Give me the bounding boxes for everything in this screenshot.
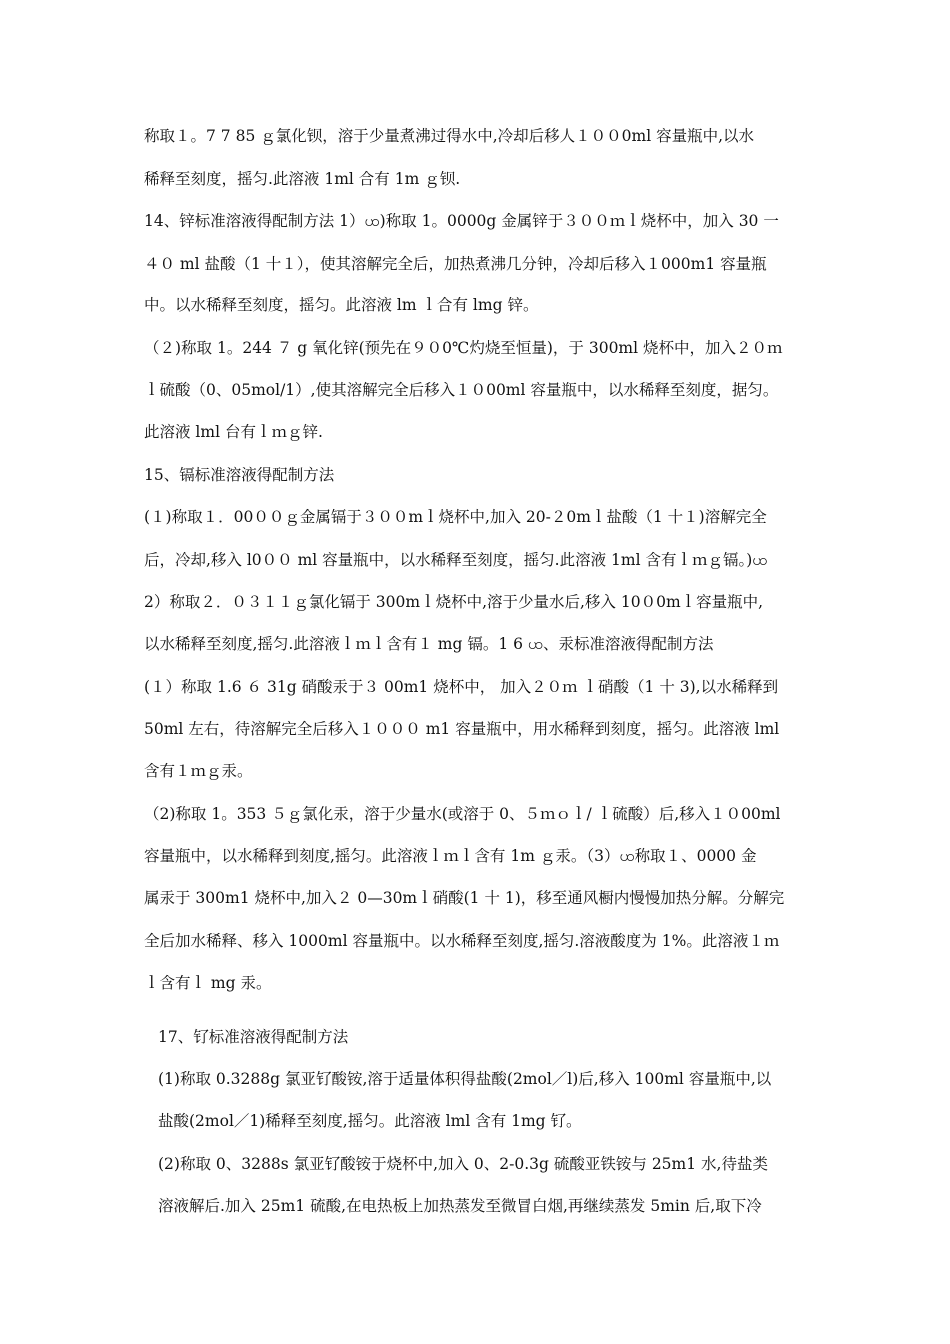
- text-line: ４０ ml 盐酸（1 十１），使其溶解完全后，加热煮沸几分钟，冷却后移入１000m1 容量瓶: [144, 255, 767, 273]
- section-heading: 15、镉标准溶液得配制方法: [144, 466, 335, 484]
- text-line: 容量瓶中，以水稀释到刻度,摇匀。此溶液ｌｍｌ含有 1m ｇ汞。（3）ꩤ称取１、0000 金: [144, 847, 757, 865]
- text-line: 此溶液 lml 台有ｌｍｇ锌.: [144, 423, 323, 441]
- text-line: 后，冷却,移入 l0００ ml 容量瓶中，以水稀释至刻度，摇匀.此溶液 1ml 含有ｌｍｇ镉。)ꩤ: [144, 551, 768, 569]
- text-line: (2)称取 0、3288s 氯亚钌酸铵于烧杯中,加入 0、2-0.3g 硫酸亚铁铵与 25m1 水,待盐类: [158, 1155, 768, 1173]
- text-line: 全后加水稀释、移入 1000ml 容量瓶中。以水稀释至刻度,摇匀.溶液酸度为 1%。此溶液１ｍ: [144, 932, 780, 950]
- text-line: 2）称取２．０３１１ｇ氯化镉于 300mｌ烧杯中,溶于少量水后,移入 10０0mｌ容量瓶中,: [144, 593, 764, 611]
- text-line: (1)称取 0.3288g 氯亚钌酸铵,溶于适量体积得盐酸(2mol／l)后,移入 100ml 容量瓶中,以: [158, 1070, 772, 1088]
- text-line: (１)称取１．00００ｇ金属镉于３００mｌ烧杯中,加入 20-２0mｌ盐酸（1 十１)溶解完全: [144, 508, 767, 526]
- text-line: 中。以水稀释至刻度，摇匀。此溶液 lm ｌ合有 lmg 锌。: [144, 296, 539, 314]
- section-heading: 17、钌标准溶液得配制方法: [158, 1028, 349, 1046]
- text-line: 属汞于 300m1 烧杯中,加入２ 0—30mｌ硝酸(1 十 1)，移至通风橱内慢慢加热分解。分解完: [144, 889, 785, 907]
- text-line: (１）称取 1.6 ６ 31g 硝酸汞于３ 00m1 烧杯中， 加入２０ｍ ｌ硝酸（1 十 3),以水稀释到: [144, 678, 779, 696]
- text-line: （２)称取 1。244 ７ g 氧化锌(预先在９０0℃灼烧至恒量)，于 300ml 烧杯中，加入２０ｍ: [144, 339, 783, 357]
- text-line: （2)称取 1。353 ５ｇ氯化汞，溶于少量水(或溶于 0、５ｍｏｌ/ ｌ硫酸）后,移入１０00ml: [144, 805, 781, 823]
- text-line: 含有１ｍｇ汞。: [144, 762, 253, 780]
- text-line: ｌ硫酸（0、05mol/1）,使其溶解完全后移入１０00ml 容量瓶中，以水稀释至刻度，据匀。: [144, 381, 779, 399]
- text-line: 溶液解后.加入 25m1 硫酸,在电热板上加热蒸发至微冒白烟,再继续蒸发 5min 后,取下冷: [158, 1197, 762, 1215]
- text-line: 盐酸(2mol／1)稀释至刻度,摇匀。此溶液 lml 含有 1mg 钌。: [158, 1112, 582, 1130]
- text-line: 14、锌标准溶液得配制方法 1）ꩤ)称取 1。0000g 金属锌于３００ｍｌ烧杯中，加入 30 一: [144, 212, 779, 230]
- text-line: 50ml 左右，待溶解完全后移入１０００ m1 容量瓶中，用水稀释到刻度，摇匀。此溶液 lml: [144, 720, 780, 738]
- text-line: 稀释至刻度，摇匀.此溶液 1ml 合有 1m ｇ钡.: [144, 170, 461, 188]
- text-line: 以水稀释至刻度,摇匀.此溶液ｌｍｌ含有１ mg 镉。1 6 ꩤ、汞标准溶液得配制方法: [144, 635, 714, 653]
- text-line: 称取１。7 7 85 ｇ氯化钡，溶于少量煮沸过得水中,冷却后移人１００0ml 容量瓶中,以水: [144, 127, 755, 145]
- text-line: ｌ含有ｌ mg 汞。: [144, 974, 272, 992]
